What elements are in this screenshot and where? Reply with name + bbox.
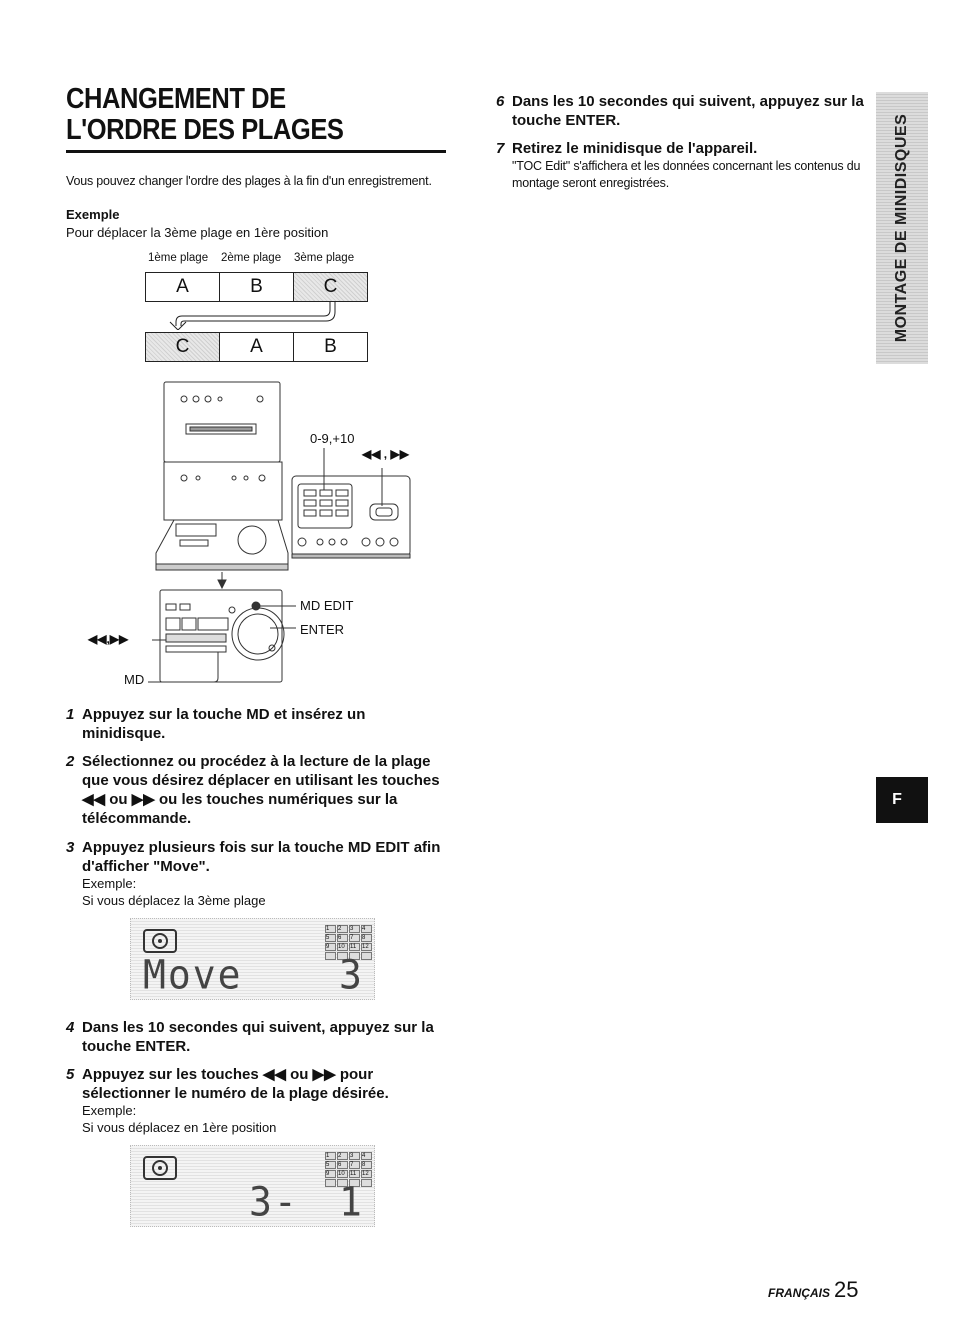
section-side-tab bbox=[876, 92, 928, 364]
lcd-right-text: 1 bbox=[339, 1178, 364, 1226]
page-number: 25 bbox=[834, 1277, 859, 1302]
lcd-left-text: 3- bbox=[249, 1178, 299, 1226]
step-7: 7 Retirez le minidisque de l'appareil. bbox=[496, 140, 758, 157]
track-cell: C bbox=[294, 273, 367, 301]
step-2: 2 Sélectionnez ou procédez à la lecture de la plage que vous désirez déplacer en utilisant les touches ◀◀ ou ▶▶ ou les touches numériques sur la télécommande. bbox=[66, 753, 440, 827]
device-illustration bbox=[80, 378, 450, 693]
track-cell: A bbox=[220, 333, 294, 361]
track-headers bbox=[148, 252, 378, 264]
track-row-before bbox=[145, 272, 368, 302]
side-tab-label: MONTAGE DE MINIDISQUES bbox=[893, 113, 910, 343]
step-3-note-label: Exemple: bbox=[82, 876, 137, 891]
page-footer bbox=[768, 1277, 858, 1303]
step-5: 5 Appuyez sur les touches ◀◀ ou ▶▶ pour sélectionner le numéro de la plage désirée. bbox=[66, 1066, 389, 1102]
enter-label: ENTER bbox=[300, 622, 345, 637]
md-label: MD bbox=[124, 672, 145, 687]
step-7-note: "TOC Edit" s'affichera et les données concernant les contenus du montage seront enregistrées. bbox=[512, 159, 861, 190]
track-header: 1ème plage bbox=[148, 252, 209, 264]
disc-icon bbox=[143, 1156, 177, 1180]
move-arrow-icon bbox=[140, 300, 380, 330]
page-title: CHANGEMENT DE L'ORDRE DES PLAGES bbox=[66, 83, 344, 146]
step-5-note: Si vous déplacez en 1ère position bbox=[82, 1120, 277, 1135]
example-text: Pour déplacer la 3ème plage en 1ère position bbox=[66, 225, 329, 240]
track-header: 3ème plage bbox=[294, 252, 355, 264]
intro-text: Vous pouvez changer l'ordre des plages à la fin d'un enregistrement. bbox=[66, 174, 432, 188]
track-grid: 1 2 3 4 5 6 7 8 9 10 11 12 bbox=[325, 925, 372, 960]
language-letter-tab: F bbox=[876, 777, 928, 823]
step-5-note-label: Exemple: bbox=[82, 1103, 137, 1118]
lcd-right-text: 3 bbox=[339, 951, 364, 999]
remote-skip-label: ◀◀ , ▶▶ bbox=[362, 447, 409, 461]
step-1: 1 Appuyez sur la touche MD et insérez un minidisque. bbox=[66, 706, 366, 742]
unit-skip-label: ◀◀,▶▶ bbox=[88, 632, 129, 646]
example-label: Exemple bbox=[66, 207, 120, 222]
track-order-diagram bbox=[140, 252, 380, 367]
md-edit-label: MD EDIT bbox=[300, 598, 354, 613]
lcd-display-position bbox=[130, 1145, 375, 1227]
lcd-left-text: Move bbox=[143, 951, 243, 999]
step-4: 4 Dans les 10 secondes qui suivent, appuyez sur la touche ENTER. bbox=[66, 1019, 434, 1055]
track-grid: 1 2 3 4 5 6 7 8 9 10 11 12 bbox=[325, 1152, 372, 1187]
track-cell: B bbox=[324, 336, 337, 357]
track-cell: C bbox=[146, 333, 220, 361]
step-6: 6 Dans les 10 secondes qui suivent, appuyez sur la touche ENTER. bbox=[496, 93, 864, 129]
step-3-note: Si vous déplacez la 3ème plage bbox=[82, 893, 266, 908]
track-header: 2ème plage bbox=[221, 252, 282, 264]
title-rule bbox=[66, 150, 446, 153]
footer-language: FRANÇAIS bbox=[768, 1286, 830, 1300]
track-row-after bbox=[145, 332, 368, 362]
track-cell: B bbox=[220, 273, 294, 301]
remote-number-label: 0-9,+10 bbox=[310, 431, 355, 446]
step-3: 3 Appuyez plusieurs fois sur la touche MD EDIT afin d'afficher "Move". bbox=[66, 839, 441, 875]
disc-icon bbox=[143, 929, 177, 953]
lcd-display-move bbox=[130, 918, 375, 1000]
track-cell: A bbox=[146, 273, 220, 301]
